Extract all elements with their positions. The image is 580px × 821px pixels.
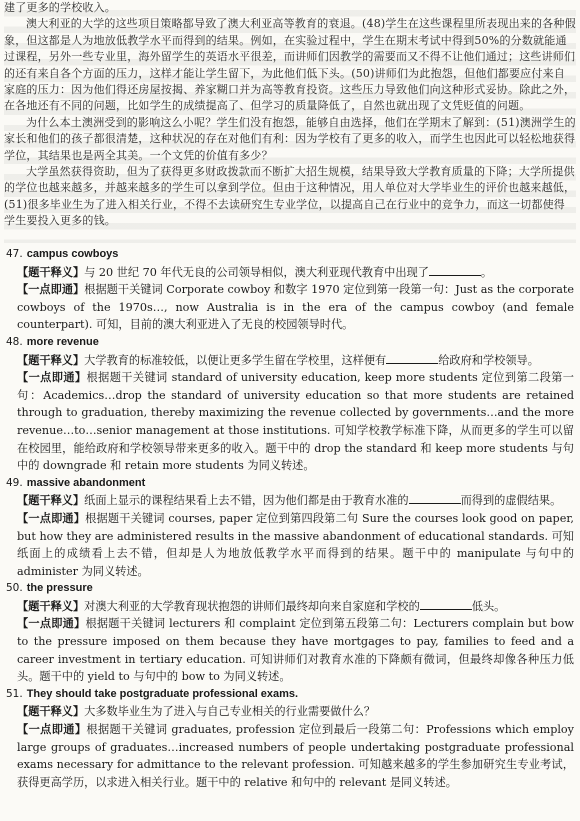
explanation-text-after: 而得到的虚假结果。	[460, 494, 562, 508]
analysis-text: 根据题干关键词 Corporate cowboy 和数字 1970 定位到第一段第一句：Just as the corporate cowboys of the 1970s…, now Australia is in the era of the campus cowboy (and female counterpart). 可知，目前的澳大利亚进入了无良的校园领导时代。	[17, 283, 574, 332]
explanation-text-after: 给政府和学校领导。	[438, 353, 539, 367]
question-explanation	[6, 352, 574, 370]
analysis-text: 根据题干关键词 graduates, profession 定位到最后一段第二句：Professions which employ large groups of graduates…increased numbers of people undertaking postgraduate professional exams necessary for admittance to the relevant profession. 可知越来越多的学生参加研究生专业考试，获得更高学历，以求进入相关行业。题干中的 relative 和句中的 relevant 是同义转述。	[17, 723, 574, 789]
answer-item-48	[6, 334, 574, 475]
question-explanation	[6, 492, 574, 510]
answer-analysis	[6, 615, 574, 685]
blank-line	[386, 353, 438, 364]
analysis-text: 根据题干关键词 courses, paper 定位到第四段第二句 Sure the courses look good on paper, but how they are administered results in the massive abandonment of educational standards. 可知纸面上的成绩看上去不错，但却是人为地放低教学水平而得到的结果。题干中的 manipulate 与句中的 administer 为同义转述。	[17, 511, 574, 578]
answer-text: They should take postgraduate professional exams.	[26, 687, 299, 700]
analysis-tag: 【一点即通】	[17, 722, 87, 737]
answer-item-49	[6, 475, 574, 581]
answer-item-51	[6, 686, 574, 792]
explanation-text: 纸面上显示的课程结果看上去不错，因为他们都是由于教育水准的	[84, 494, 409, 508]
question-explanation	[6, 264, 574, 282]
blank-line	[409, 493, 461, 504]
explanation-text: 对澳大利亚的大学教育现状抱怨的讲师们最终却向来自家庭和学校的	[84, 599, 420, 613]
explanation-tag: 【题干释义】	[17, 704, 85, 719]
answer-text: campus cowboys	[26, 248, 119, 260]
blank-line	[420, 599, 472, 610]
analysis-tag: 【一点即通】	[17, 282, 85, 297]
question-number: 48.	[6, 335, 23, 348]
explanation-tag: 【题干释义】	[17, 352, 85, 367]
explanation-text-after: 低头。	[471, 599, 506, 613]
explanation-text: 大学教育的标准较低，以便让更多学生留在学校里，这样便有	[84, 353, 387, 367]
explanation-tag: 【题干释义】	[17, 264, 85, 279]
answer-analysis	[6, 281, 574, 334]
question-number: 49.	[6, 476, 23, 489]
answer-analysis	[6, 369, 574, 475]
answer-text: massive abandonment	[26, 476, 146, 489]
translation-paragraph: 建了更多的学校收入。	[4, 1, 116, 14]
question-number: 51.	[6, 687, 23, 700]
answer-analysis	[6, 721, 574, 791]
question-number: 50.	[6, 582, 23, 595]
explanation-text: 与 20 世纪 70 年代无良的公司领导相似，澳大利亚现代教育中出现了	[84, 265, 429, 279]
analysis-tag: 【一点即通】	[17, 616, 86, 631]
answer-text: more revenue	[26, 335, 99, 348]
translation-paragraph: 澳大利亚的大学的这些项目策略都导致了澳大利亚高等教育的衰退。(48)学生在这些课程里所表现出来的各种假象，但这都是人为地放低教学水平而得到的结果。例如，在实验过程中，学生在期末考试中得到50%的分数就能通过课程，另外一些专业里，海外留学生的英语水平很差，而讲师们因教学的需要而又不得不让他们通过；这些讲师们的还有来自各个方面的压力，这样才能让学生留下，为此他们低下头。(50)讲师们为此抱怨，但他们都要应付来自家庭的压力：因为他们得还房屋按揭、养家糊口并为高等教育投资。这些压力导致他们向这种形式妥协。除此之外，在各地还有不同的问题，比如学生的成绩提高了、但学习的质量降低了，自然也就出现了文凭贬值的问题。	[4, 17, 576, 113]
analysis-tag: 【一点即通】	[17, 370, 87, 385]
explanation-tag: 【题干释义】	[17, 493, 85, 508]
answer-analysis	[6, 510, 574, 580]
question-explanation	[6, 703, 574, 721]
answer-key-section	[6, 246, 574, 791]
translation-paragraph: 为什么本土澳洲受到的影响这么小呢？学生们没有抱怨，能够自由选择，他们在学期末了解到：(51)澳洲学生的家长和他们的孩子都很清楚，这种状况的存在对他们有利：因为学校有了更多的收入，而学生也因此可以轻松地获得学位，其结果也是两全其美。一个文凭的价值有多少？	[4, 115, 576, 162]
analysis-tag: 【一点即通】	[17, 510, 86, 525]
translation-passage	[4, 0, 576, 243]
explanation-text-after: 。	[480, 265, 493, 279]
explanation-text: 大多数毕业生为了进入与自己专业相关的行业需要做什么？	[84, 705, 376, 719]
question-explanation	[6, 598, 574, 616]
question-number: 47.	[6, 248, 23, 260]
explanation-tag: 【题干释义】	[17, 598, 85, 613]
translation-paragraph: 大学虽然获得资助，但为了获得更多财政拨款而不断扩大招生规模，结果导致大学教育质量的下降；大学所提供的学位也越来越多，并越来越多的学生可以拿到学位。但由于这种情况，用人单位对大学毕业生的评价也越来越低，(51)很多毕业生为了进入相关行业，不得不去读研究生专业学位，以提高自己在行业中的竞争力，而这一切都使得学生要投入更多的钱。	[4, 165, 576, 228]
analysis-text: 根据题干关键词 lecturers 和 complaint 定位到第五段第二句：Lecturers complain but bow to the pressure imposed on them because they have mortgages to pay, families to feed and a career investment in tertiary education. 可知讲师们对教育水准的下降颇有微词，但最终却像各种压力低头。题干中的 yield to 与句中的 bow to 为同义转述。	[17, 617, 574, 684]
answer-text: the pressure	[26, 582, 93, 595]
answer-item-47	[6, 246, 574, 334]
answer-item-50	[6, 580, 574, 686]
analysis-text: 根据题干关键词 standard of university education, keep more students 定位到第二段第一句：Academics…drop the standard of university education so that more students are retained through to graduation, thereby maximizing the revenue collected by governments…and the more revenue…to…senior management at those institutions. 可知学校教学标准下降，从而更多的学生可以留在校园里，能给政府和学校领导带来更多的收入。题干中的 drop the standard 和 keep more students 与句中的 downgrade 和 retain more students 为同义转述。	[17, 371, 574, 473]
blank-line	[429, 265, 481, 276]
